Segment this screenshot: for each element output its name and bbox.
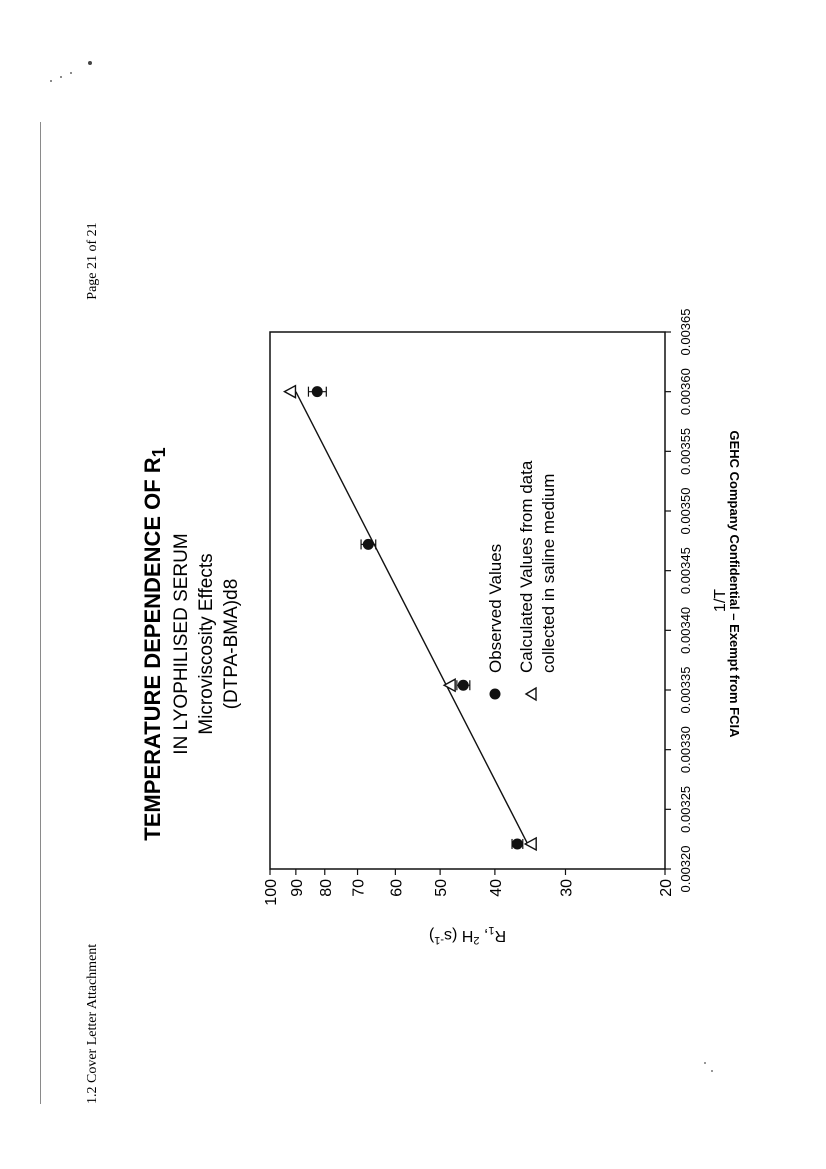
cover-letter-label: 1.2 Cover Letter Attachment: [85, 943, 100, 1104]
observed-point: [312, 386, 323, 397]
y-tick-label: 60: [388, 879, 406, 897]
x-tick-label: 0.00355: [678, 427, 693, 475]
y-tick-label: 100: [263, 879, 280, 906]
y-tick-label: 20: [658, 879, 675, 897]
chart-subtitle-2: Microviscosity Effects: [196, 553, 217, 735]
x-tick-label: 0.00360: [678, 368, 693, 416]
x-tick-label: 0.00335: [678, 666, 693, 714]
x-tick-label: 0.00340: [678, 606, 693, 654]
y-axis-label: $R_1$, $^2$H $(s^{-1})$: [428, 924, 507, 946]
page-header: [85, 222, 100, 1104]
legend-calculated-line-2: collected in saline medium: [539, 473, 558, 673]
chart-title: TEMPERATURE DEPENDENCE OF $R_1$: [140, 447, 169, 841]
observed-point: [512, 838, 523, 849]
confidentiality-notice: GEHC Company Confidential – Exempt from FCIA: [727, 430, 742, 738]
y-tick-label: 50: [433, 879, 451, 897]
calculated-point: [525, 838, 536, 850]
y-axis-ticks: [263, 869, 675, 906]
y-tick-label: 30: [558, 879, 576, 897]
y-tick-label: 90: [288, 879, 306, 897]
chart-title-block: [140, 447, 242, 840]
x-axis-ticks: [665, 309, 693, 893]
x-tick-label: 0.00330: [678, 726, 693, 774]
x-tick-label: 0.00320: [678, 845, 693, 893]
calculated-point: [284, 386, 295, 398]
x-tick-label: 0.00350: [678, 487, 693, 535]
x-tick-label: 0.00345: [678, 547, 693, 595]
chart-subtitle-1: IN LYOPHILISED SERUM: [171, 533, 192, 755]
chart-title-subscript: 1: [149, 447, 169, 458]
legend-observed-label: Observed Values: [486, 543, 505, 673]
legend-calculated-marker: [526, 688, 536, 700]
legend-calculated-line-1: Calculated Values from data: [517, 460, 536, 673]
chart-subtitle-3: (DTPA-BMA)d8: [221, 578, 242, 710]
x-tick-label: 0.00325: [678, 785, 693, 833]
x-tick-label: 0.00365: [678, 308, 693, 356]
legend-calculated-label: [517, 460, 558, 673]
plot-area-frame: [270, 332, 665, 869]
chart-legend: [486, 460, 558, 700]
calculated-point: [444, 679, 455, 691]
y-tick-label: 40: [487, 879, 505, 897]
y-tick-label: 70: [350, 879, 368, 897]
y-tick-label: 80: [317, 879, 335, 897]
page-number: Page 21 of 21: [85, 222, 100, 300]
observed-point: [363, 539, 374, 550]
x-axis-label: 1/T: [712, 588, 729, 613]
legend-observed-marker: [490, 689, 501, 700]
observed-point: [458, 680, 469, 691]
